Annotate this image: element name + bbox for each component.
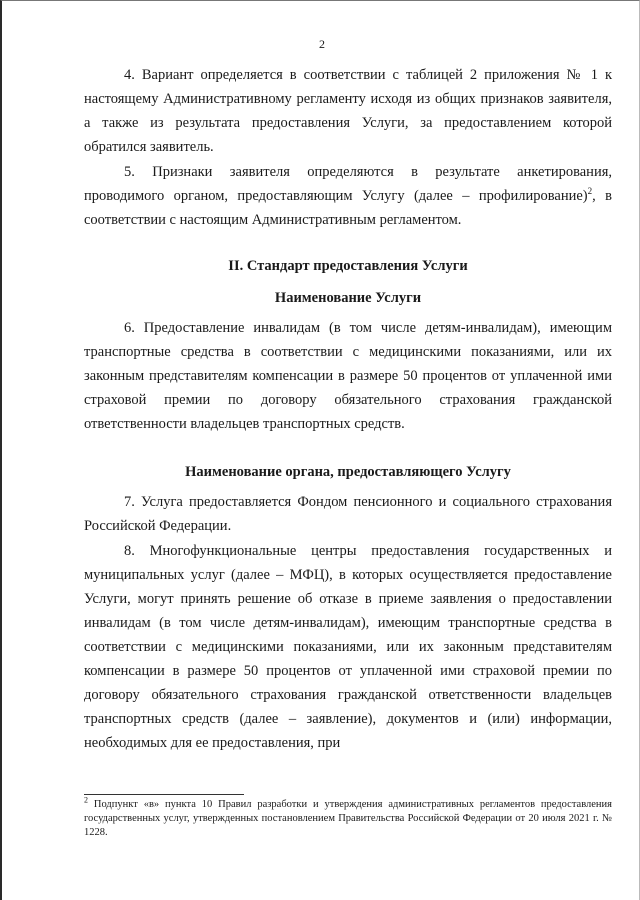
- document-body: [84, 63, 612, 755]
- paragraph-7: 7. Услуга предоставляется Фондом пенсионного и социального страхования Российской Федерации.: [84, 494, 612, 534]
- paragraph-6: 6. Предоставление инвалидам (в том числе детям-инвалидам), имеющим транспортные средства в соответствии с медицинскими показаниями, или их законным представителям компенсации в размере 50 процентов от уплаченной ими страховой премии по договору обязательного страхования гражданской ответственности владельцев транспортных средств.: [84, 320, 612, 432]
- page-number: 2: [319, 37, 325, 51]
- footnote: [84, 795, 612, 840]
- section-heading: II. Стандарт предоставления Услуги: [228, 258, 468, 274]
- paragraph-5: [84, 160, 612, 232]
- footnote-reference: 2: [587, 186, 593, 197]
- paragraph-5-text-end: , в соответствии с настоящим Административным регламентом.: [84, 188, 612, 228]
- paragraph-4: 4. Вариант определяется в соответствии с таблицей 2 приложения № 1 к настоящему Административному регламенту исходя из общих признаков заявителя, а также из результата предоставления Услуги, за предоставлением которой обратился заявитель.: [84, 67, 612, 155]
- subheading-org-name: Наименование органа, предоставляющего Услугу: [185, 464, 511, 480]
- footnote-divider: [84, 794, 244, 795]
- footnote-marker: 2: [84, 795, 88, 805]
- footnote-text: Подпункт «в» пункта 10 Правил разработки и утверждения административных регламентов предоставления государственных услуг, утвержденных постановлением Правительства Российской Федерации от 20 июля 2021 г. № 1228.: [84, 799, 612, 838]
- subheading-service-name: Наименование Услуги: [274, 290, 422, 306]
- paragraph-5-text: 5. Признаки заявителя определяются в результате анкетирования, проводимого органом, предоставляющим Услугу (далее – профилирование): [84, 164, 612, 204]
- paragraph-8: 8. Многофункциональные центры предоставления государственных и муниципальных услуг (далее – МФЦ), в которых осуществляется предоставление Услуги, могут принять решение об отказе в приеме заявления о предоставлении инвалидам (в том числе детям-инвалидам), имеющим транспортные средства в соответствии с медицинскими показаниями, или их законным представителям компенсации в размере 50 процентов от уплаченной ими страховой премии по договору обязательного страхования гражданской ответственности владельцев транспортных средств (далее – заявление), документов и (или) информации, необходимых для ее предоставления, при: [84, 543, 612, 751]
